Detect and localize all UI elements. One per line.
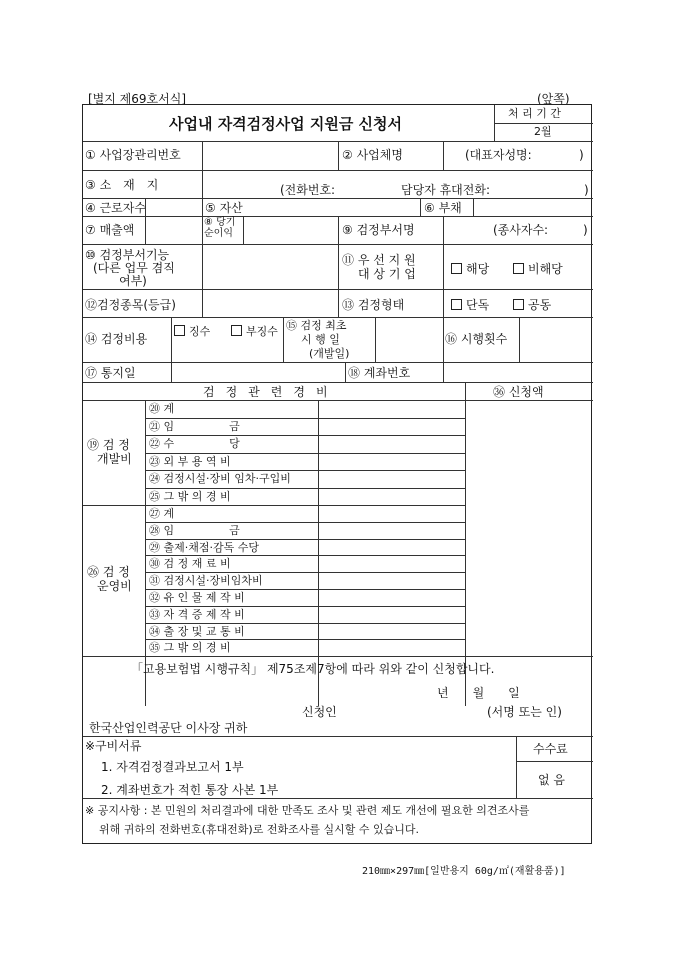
checkbox-icon[interactable] [513,263,524,274]
joint-option[interactable] [513,298,551,312]
cost-item-label: ㉟ 그 밖 의 경 비 [149,641,231,655]
declaration-text: 「고용보험법 시행규칙」 제75조제7항에 따라 위와 같이 신청합니다. [131,662,495,676]
form-number: [별지 제69호서식] [88,92,186,106]
processing-period-label: 처 리 기 간 [508,107,561,120]
fee-label: 수수료 [533,742,568,756]
cost-item-label: ㉕ 그 밖 의 경 비 [149,489,231,503]
notice-line-2: 위해 귀하의 전화번호(휴대전화)로 전화조사를 실시할 수 있습니다. [99,823,419,836]
cost-item-label: ㉛ 검정시설·장비임차비 [149,574,263,588]
collect-label: 징수 [189,325,211,338]
first-exam-date-label-2: 시 행 일 [301,333,340,346]
mobile-label: 담당자 휴대전화: [401,183,491,197]
joint-label: 공동 [528,298,552,312]
account-no-label: ⑱ 계좌번호 [348,366,411,380]
priority-support-label-2: 대 상 기 업 [358,267,416,281]
cost-item-label: ㉑ 임 금 [149,419,240,433]
cost-item-label: ㉗ 계 [149,507,175,520]
dept-name-label: ⑨ 검정부서명 [342,223,415,237]
exam-fee-label: ⑭ 검정비용 [85,332,148,346]
sales-label: ⑦ 매출액 [85,223,135,237]
dept-function-label: ⑩ 검정부서기능 [85,248,170,262]
assets-label: ⑤ 자산 [205,201,243,215]
request-amount-header: ㊱ 신청액 [493,385,544,399]
cost-item-label: ㉙ 출제·채점·감독 수당 [149,540,259,554]
partial-label: 부징수 [246,325,278,338]
cost-item-label: ㉝ 자 격 증 제 작 비 [149,607,245,621]
staff-count-close: ) [583,223,588,237]
representative-label: (대표자성명: [465,148,532,162]
priority-yes-label: 해당 [466,262,490,276]
op-cost-label: ㉖ 검 정 [87,565,130,579]
cost-item-label: ㉔ 검정시설·장비 임차·구입비 [149,472,291,485]
cost-item-label: ㉞ 출 장 및 교 통 비 [149,624,245,638]
signature-label: (서명 또는 인) [487,705,562,719]
cost-header: 검정관련경비 [203,385,339,399]
checkbox-icon[interactable] [451,299,462,310]
representative-close: ) [579,148,584,162]
workers-label: ④ 근로자수 [85,201,146,215]
debt-label: ⑥ 부채 [424,201,462,215]
checkbox-icon[interactable] [231,325,242,336]
form-title: 사업내 자격검정사업 지원금 신청서 [169,115,403,133]
checkbox-icon[interactable] [451,263,462,274]
phone-close: ) [584,183,589,197]
collect-option[interactable] [174,325,210,339]
fee-value: 없 음 [538,773,565,787]
company-name-label: ② 사업체명 [342,148,403,162]
cost-item-label: ⑳ 계 [149,402,175,415]
application-form [82,104,592,844]
checkbox-icon[interactable] [174,325,185,336]
priority-yes-option[interactable] [451,262,489,276]
notice-line-1: ※ 공지사항 : 본 민원의 처리결과에 대한 만족도 조사 및 관련 제도 개선에 필요한 의견조사를 [85,804,530,817]
paper-spec: 210㎜×297㎜[일반용지 60g/㎡(재활용품)] [362,866,566,877]
dept-function-label-2: (다른 업무 겸직 [93,261,175,275]
cost-item-label: ㉓ 외 부 용 역 비 [149,454,231,468]
attachment-item: 2. 계좌번호가 적힌 통장 사본 1부 [101,783,279,797]
recipient: 한국산업인력공단 이사장 귀하 [89,721,248,735]
first-exam-date-label-3: (개발일) [309,347,350,360]
phone-label: (전화번호: [280,183,336,197]
exam-count-label: ⑯ 시행횟수 [445,332,508,346]
dev-cost-label: ⑲ 검 정 [87,438,130,452]
cost-item-label: ㉚ 검 정 재 료 비 [149,557,231,571]
checkbox-icon[interactable] [513,299,524,310]
notice-date-label: ⑰ 통지일 [85,366,136,380]
applicant-label: 신청인 [302,705,337,719]
attachment-item: 1. 자격검정결과보고서 1부 [101,760,244,774]
staff-count-label: (종사자수: [493,223,549,237]
cost-item-label: ㉒ 수 당 [149,437,240,450]
address-label: ③ 소 재 지 [85,178,159,192]
priority-support-label: ⑪ 우 선 지 원 [342,253,416,267]
processing-period-value: 2월 [534,125,552,138]
mgmt-no-label: ① 사업장관리번호 [85,148,181,162]
page-side: (앞쪽) [537,92,570,106]
single-option[interactable] [451,298,489,312]
single-label: 단독 [466,298,490,312]
exam-type-label: ⑫검정종목(등급) [85,298,176,312]
priority-no-label: 비해당 [528,262,563,276]
cost-item-label: ㉜ 유 인 물 제 작 비 [149,591,245,604]
partial-option[interactable] [231,325,278,339]
attachments-title: ※구비서류 [85,739,142,753]
exam-form-label: ⑬ 검정형태 [342,298,405,312]
cost-item-label: ㉘ 임 금 [149,523,240,537]
dev-cost-label-2: 개발비 [97,452,132,466]
priority-no-option[interactable] [513,262,563,276]
op-cost-label-2: 운영비 [97,579,132,593]
first-exam-date-label: ⑮ 검정 최초 [286,319,347,332]
declaration-date: 년 월 일 [437,686,520,700]
dept-function-label-3: 여부) [119,274,147,288]
net-profit-label: ⑧ 당기순이익 [204,217,236,239]
